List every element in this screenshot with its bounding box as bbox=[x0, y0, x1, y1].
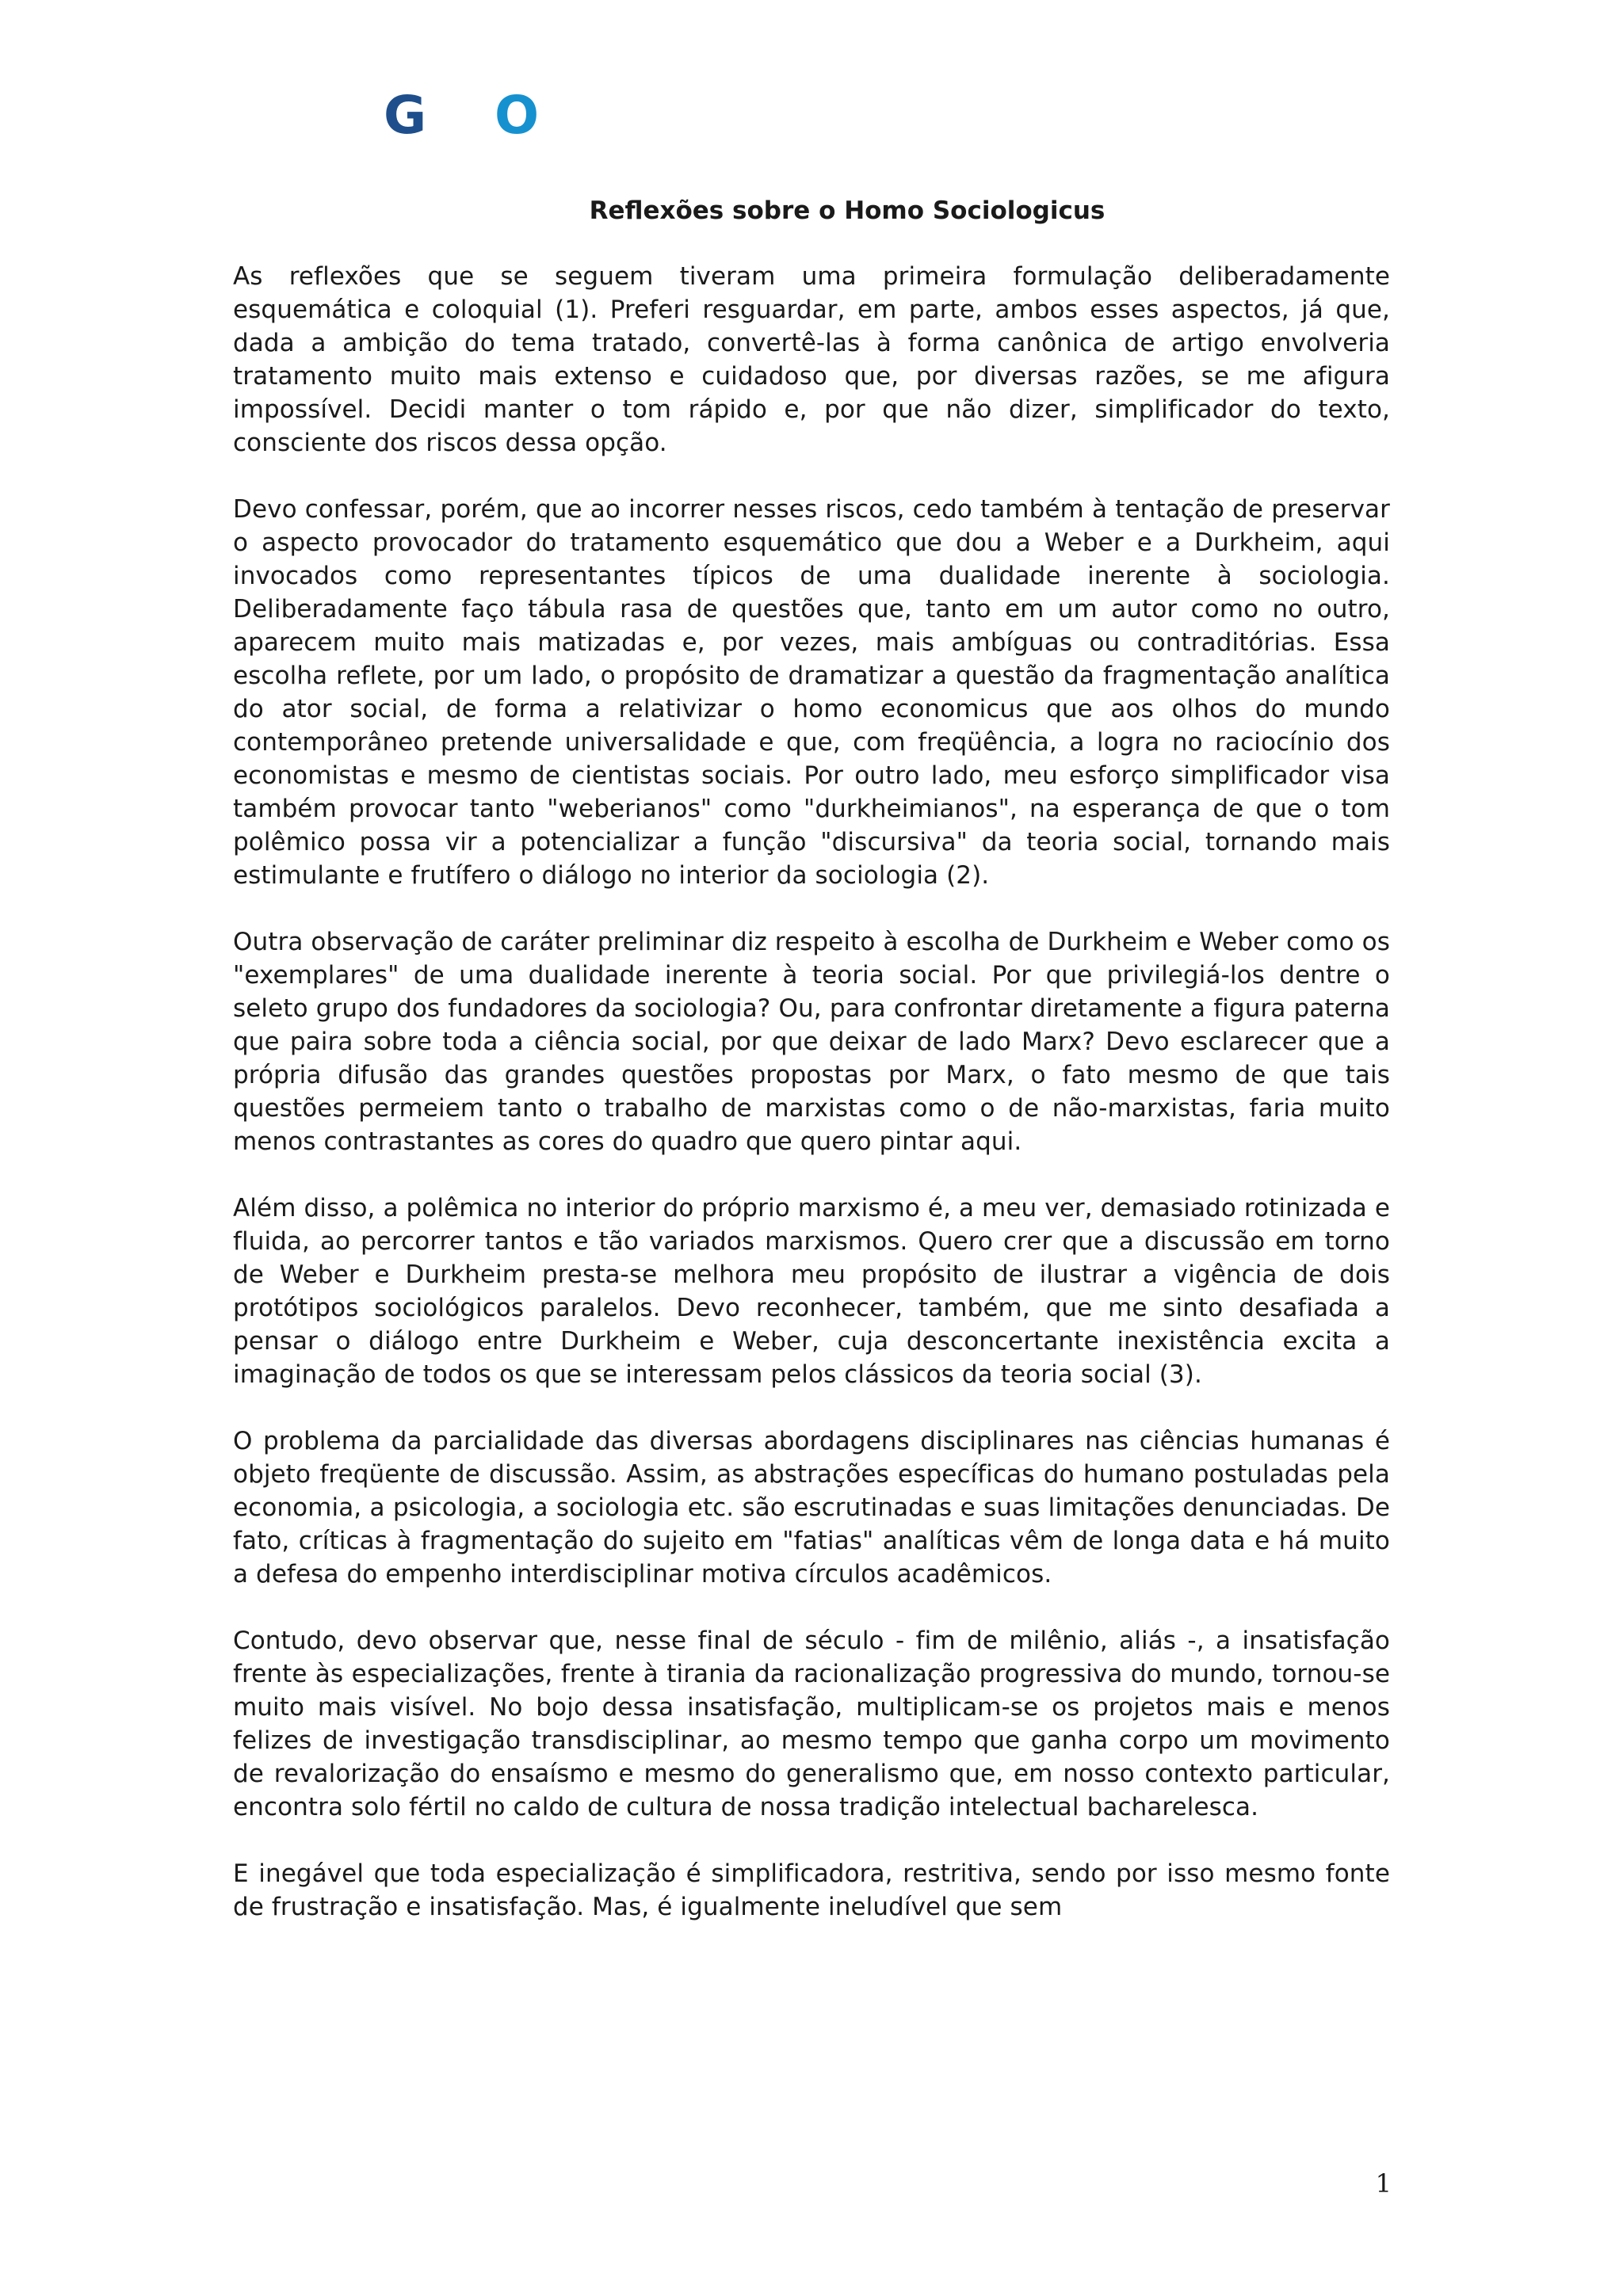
paragraph-3: Outra observação de caráter preliminar diz respeito à escolha de Durkheim e Weber como os "exemplares" de uma dualidade inerente à teoria social. Por que privilegiá-los dentre o seleto grupo dos fundadores da sociologia? Ou, para confrontar diretamente a figura paterna que paira sobre toda a ciência social, por que deixar de lado Marx? Devo esclarecer que a própria difusão das grandes questões propostas por Marx, o fato mesmo de que tais questões permeiem tanto o trabalho de marxistas como o de não-marxistas, faria muito menos contrastantes as cores do quadro que quero pintar aqui. bbox=[233, 928, 1390, 1156]
paragraph-7: E inegável que toda especialização é simplificadora, restritiva, sendo por isso mesmo fonte de frustração e insatisfação. Mas, é igualmente ineludível que sem bbox=[233, 1859, 1390, 1921]
page-number: 1 bbox=[1375, 2168, 1392, 2199]
paragraph-5: O problema da parcialidade das diversas abordagens disciplinares nas ciências humanas é objeto freqüente de discussão. Assim, as abstrações específicas do humano postuladas pela economia, a psicologia, a sociologia etc. são escrutinadas e suas limitações denunciadas. De fato, críticas à fragmentação do sujeito em "fatias" analíticas vêm de longa data e há muito a defesa do empenho interdisciplinar motiva círculos acadêmicos. bbox=[233, 1427, 1390, 1589]
logo-letter-g: G bbox=[384, 85, 427, 146]
paragraph-4: Além disso, a polêmica no interior do próprio marxismo é, a meu ver, demasiado rotinizada e fluida, ao percorrer tantos e tão variados marxismos. Quero crer que a discussão em torno de Weber e Durkheim presta-se melhora meu propósito de ilustrar a vigência de dois protótipos sociológicos paralelos. Devo reconhecer, também, que me sinto desafiada a pensar o diálogo entre Durkheim e Weber, cuja desconcertante inexistência excita a imaginação de todos os que se interessam pelos clássicos da teoria social (3). bbox=[233, 1194, 1390, 1389]
paragraph-2: Devo confessar, porém, que ao incorrer nesses riscos, cedo também à tentação de preservar o aspecto provocador do tratamento esquemático que dou a Weber e a Durkheim, aqui invocados como representantes típicos de uma dualidade inerente à sociologia. Deliberadamente faço tábula rasa de questões que, tanto em um autor como no outro, aparecem muito mais matizadas e, por vezes, mais ambíguas ou contraditórias. Essa escolha reflete, por um lado, o propósito de dramatizar a questão da fragmentação analítica do ator social, de forma a relativizar o homo economicus que aos olhos do mundo contemporâneo pretende universalidade e que, com freqüência, a logra no raciocínio dos economistas e mesmo de cientistas sociais. Por outro lado, meu esforço simplificador visa também provocar tanto "weberianos" como "durkheimianos", na esperança de que o tom polêmico possa vir a potencializar a função "discursiva" da teoria social, tornando mais estimulante e frutífero o diálogo no interior da sociologia (2). bbox=[233, 495, 1390, 890]
paragraph-1: As reflexões que se seguem tiveram uma primeira formulação deliberadamente esquemática e coloquial (1). Preferi resguardar, em parte, ambos esses aspectos, já que, dada a ambição do tema tratado, convertê-las à forma canônica de artigo envolveria tratamento muito mais extenso e cuidadoso que, por diversas razões, se me afigura impossível. Decidi manter o tom rápido e, por que não dizer, simplificador do texto, consciente dos riscos dessa opção. bbox=[233, 262, 1390, 457]
document-body bbox=[233, 193, 1390, 1957]
document-title: Reflexões sobre o Homo Sociologicus bbox=[589, 196, 1106, 225]
logo-letter-o: O bbox=[495, 85, 540, 146]
paragraph-6: Contudo, devo observar que, nesse final de século - fim de milênio, aliás -, a insatisfação frente às especializações, frente à tirania da racionalização progressiva do mundo, tornou-se muito mais visível. No bojo dessa insatisfação, multiplicam-se os projetos mais e menos felizes de investigação transdisciplinar, ao mesmo tempo que ganha corpo um movimento de revalorização do ensaísmo e mesmo do generalismo que, em nosso contexto particular, encontra solo fértil no caldo de cultura de nossa tradição intelectual bacharelesca. bbox=[233, 1627, 1390, 1821]
logo bbox=[384, 85, 558, 146]
